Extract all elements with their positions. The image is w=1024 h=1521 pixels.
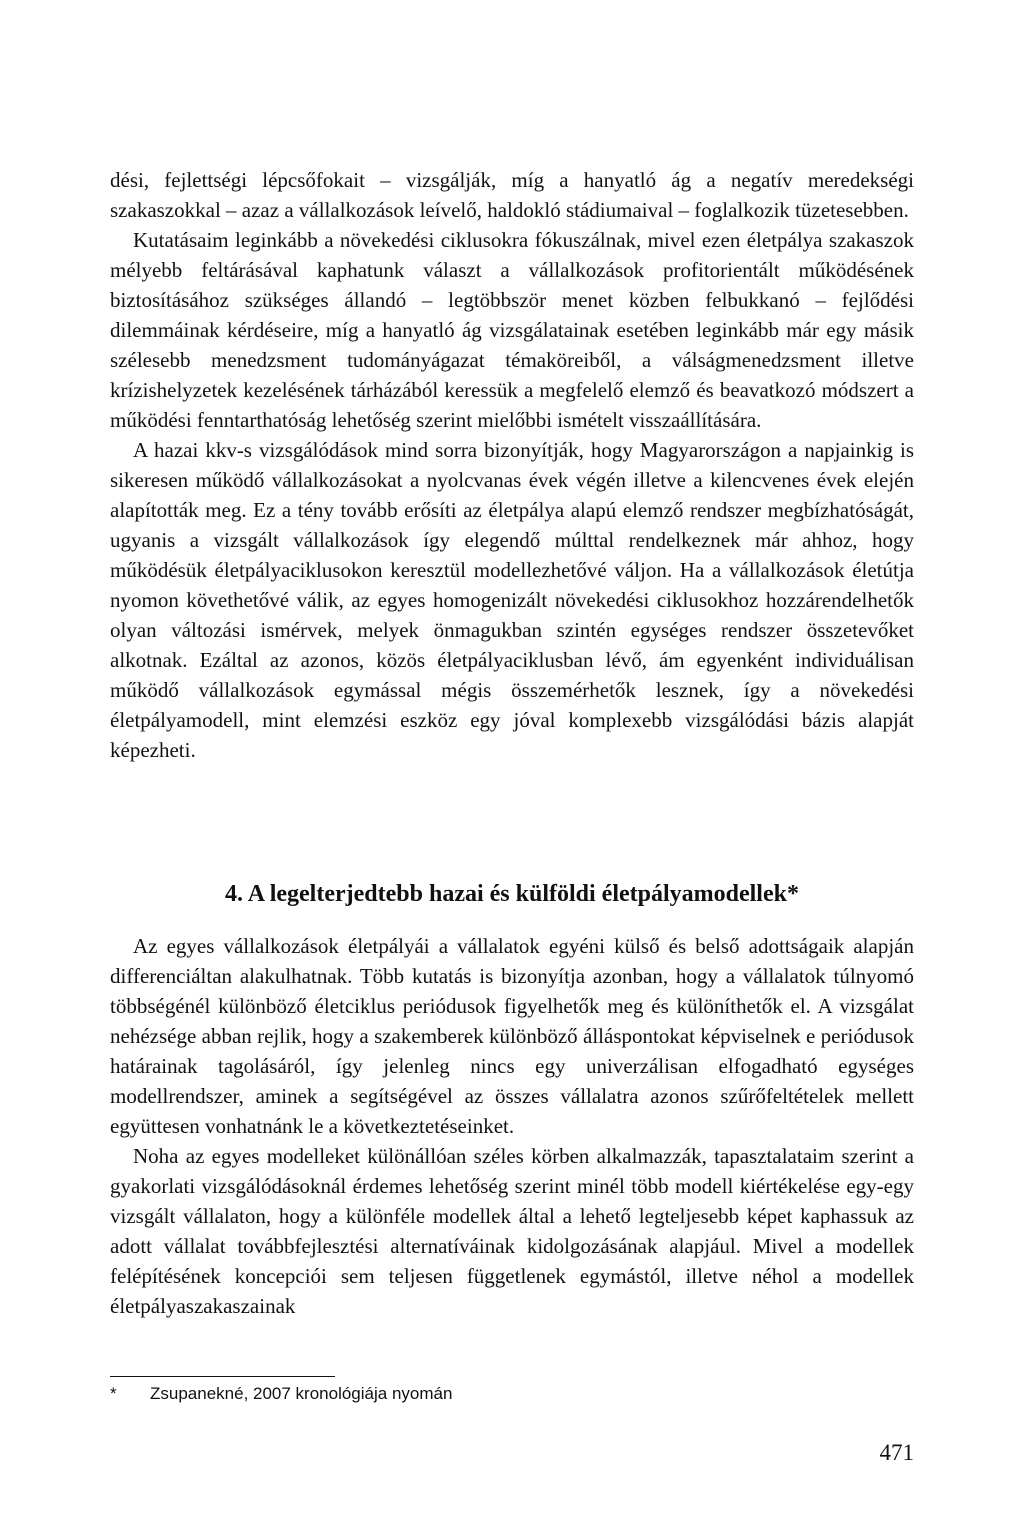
footnote-divider: [110, 1376, 335, 1377]
footnote: [110, 1382, 452, 1406]
footnote-marker: *: [110, 1384, 117, 1403]
section-heading: 4. A legelterjedtebb hazai és külföldi életpályamodellek*: [225, 881, 799, 907]
page-number: 471: [879, 1440, 914, 1465]
paragraph-domestic-sme: A hazai kkv-s vizsgálódások mind sorra bizonyítják, hogy Magyarországon a napjainkig is sikeresen működő vállalkozásokat a nyolcvanas évek végén illetve a kilencvenes évek elején alapították meg. Ez a tény tovább erősíti az életpálya alapú elemző rendszer megbízhatóságát, ugyanis a vizsgált vállalkozások így elegendő múlttal rendelkeznek már ahhoz, hogy működésük életpályaciklusokon keresztül modellezhetővé váljon. Ha a vállalkozások életútja nyomon követhetővé válik, az egyes homogenizált növekedési ciklusokhoz hozzárendelhetők olyan változási ismérvek, melyek önmagukban szintén egységes rendszer összetevőket alkotnak. Ezáltal az azonos, közös életpályaciklusban lévő, ám egyenként individuálisan működő vállalkozások egymással mégis összemérhetők lesznek, így a növekedési életpályamodell, mint elemzési eszköz egy jóval komplexebb vizsgálódási bázis alapját képezheti.: [110, 438, 914, 762]
body-text-top: [110, 165, 914, 765]
paragraph-model-application: Noha az egyes modelleket különállóan széles körben alkalmazzák, tapasztalataim szerint a gyakorlati vizsgálódásoknál érdemes lehetőség szerint minél több modell kiértékelése egy-egy vizsgált vállalaton, hogy a különféle modellek által a lehető legteljesebb képet kaphassuk az adott vállalat továbbfejlesztési alternatíváinak kidolgozásának alapjául. Mivel a modellek felépítésének koncepciói sem teljesen függetlenek egymástól, illetve néhol a modellek életpályaszakaszainak: [110, 1144, 914, 1318]
paragraph-lifecycle-differences: Az egyes vállalkozások életpályái a vállalatok egyéni külső és belső adottságaik alapján differenciáltan alakulhatnak. Több kutatás is bizonyítja azonban, hogy a vállalatok túlnyomó többségénél különböző életciklus periódusok figyelhetők meg és különíthetők el. A vizsgálat nehézsége abban rejlik, hogy a szakemberek különböző álláspontokat képviselnek e periódusok határainak tagolásáról, így jelenleg nincs egy univerzálisan elfogadható egységes modellrendszer, aminek a segítségével az összes vállalatra azonos szűrőfeltételek mellett együttesen vonhatnánk le a következtetéseinket.: [110, 934, 914, 1138]
paragraph-continuation: dési, fejlettségi lépcsőfokait – vizsgálják, míg a hanyatló ág a negatív meredekségi szakaszokkal – azaz a vállalkozások leívelő, haldokló stádiumaival – foglalkozik tüzetesebben.: [110, 168, 914, 222]
paragraph-research-focus: Kutatásaim leginkább a növekedési ciklusokra fókuszálnak, mivel ezen életpálya szakaszok mélyebb feltárásával kaphatunk választ a vállalkozások profitorientált működésének biztosításához szükséges állandó – legtöbbször menet közben felbukkanó – fejlődési dilemmáinak kérdéseire, míg a hanyatló ág vizsgálatainak esetében leginkább már egy másik szélesebb menedzsment tudományágazat témaköreiből, a válságmenedzsment illetve krízishelyzetek kezelésének tárházából keressük a megfelelő elemző és beavatkozó módszert a működési fenntarthatóság lehetőség szerint mielőbbi ismételt visszaállítására.: [110, 228, 914, 432]
body-text-bottom: [110, 931, 914, 1321]
footnote-text: Zsupanekné, 2007 kronológiája nyomán: [150, 1384, 453, 1403]
